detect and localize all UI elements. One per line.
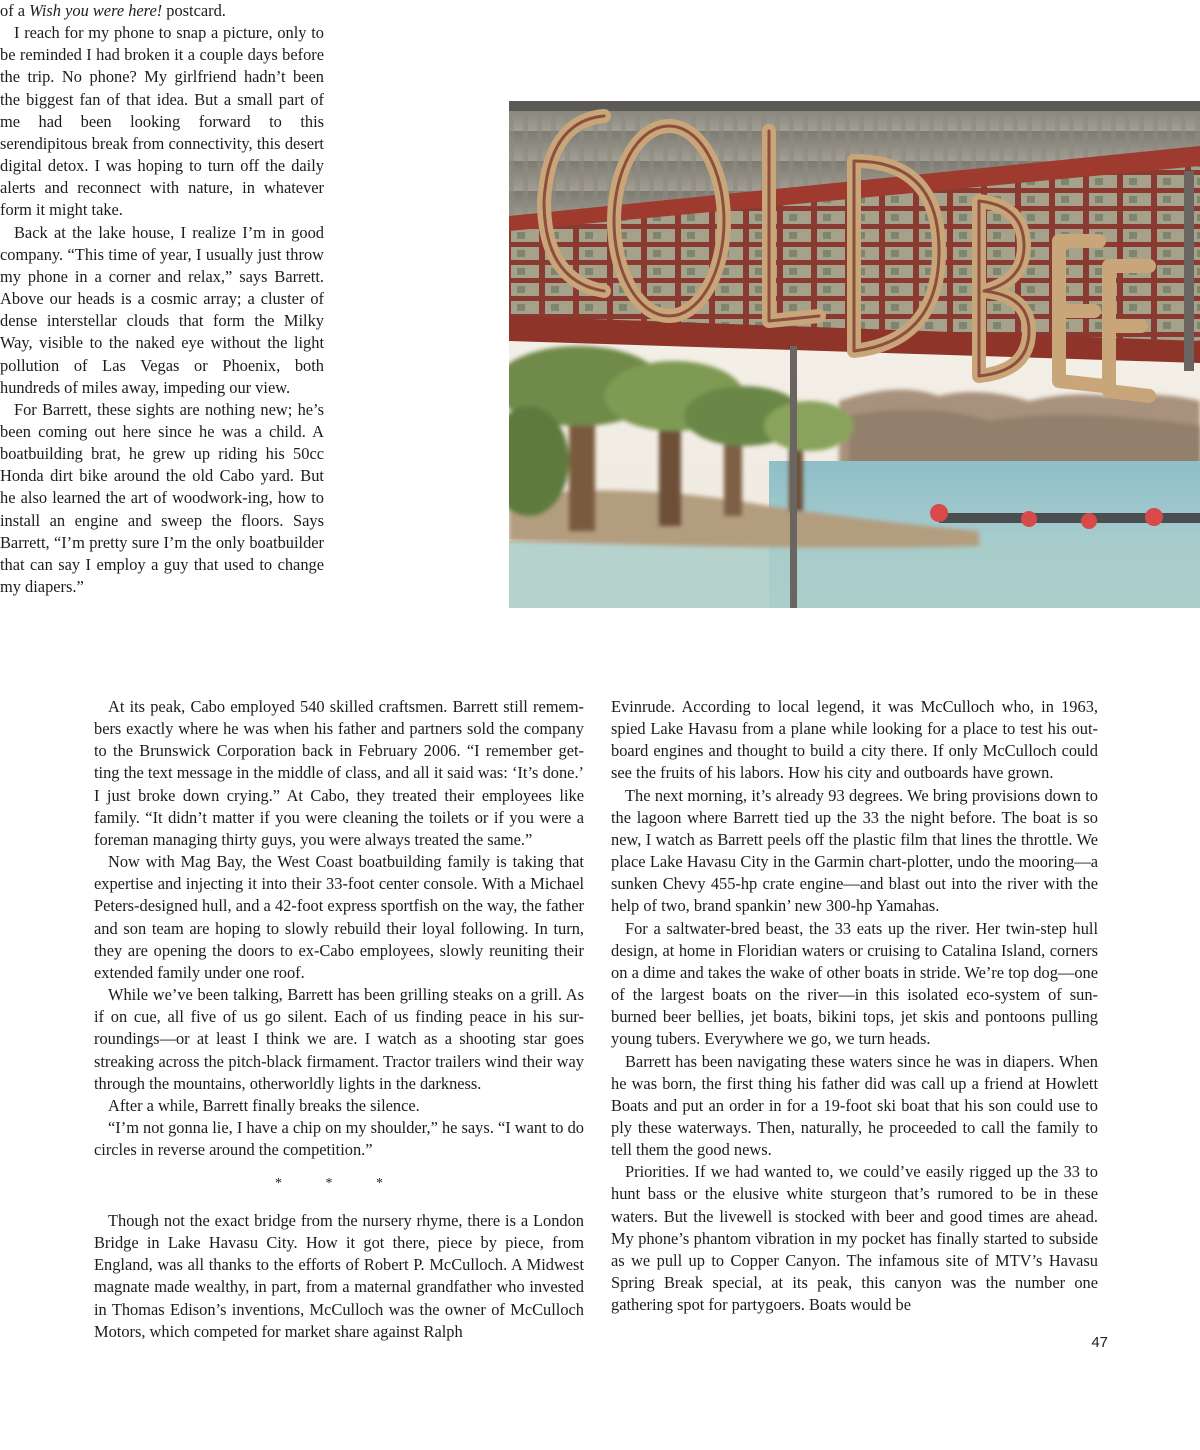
paragraph: Though not the exact bridge from the nursery rhyme, there is a London Bridge in Lake Havasu City. How it got there, piece by piece, from England, was all thanks to the efforts of Robert P. McCulloch. A Midwest magnate made wealthy, in part, from a maternal grandfather who invested in Thomas Edison’s inventions, McCulloch was the owner of McCulloch Motors, which competed for market share against Ralph <box>94 1211 584 1341</box>
paragraph: For Barrett, these sights are nothing new; he’s been coming out here since he was a child. A boatbuilding brat, he grew up riding his 50cc Honda dirt bike around the old Cabo yard. But he also learned the art of woodwork-ing, how to install an engine and sweep the floors. Says Barrett, “I’m pretty sure I’m the only boatbuilder that can say I employ a guy that used to change my diapers.” <box>0 399 324 597</box>
paragraph: I reach for my phone to snap a picture, only to be reminded I had broken it a couple days before the trip. No phone? My girlfriend hadn’t been the biggest fan of that idea. But a small part of me had been looking forward to this serendipitous break from connectivity, this desert digital detox. I was hoping to turn off the daily alerts and reconnect with nature, in whatever form it might take. <box>0 23 324 220</box>
paragraph: Barrett has been navigating these waters since he was in diapers. When he was born, the first thing his father did was call up a friend at Howlett Boats and put an order in for a 19-foot ski boat that his son could use to ply these waterways. Then, naturally, he proceeded to call the family to tell them the good news. <box>611 1051 1098 1160</box>
paragraph: of a Wish you were here! postcard. <box>0 1 226 20</box>
paragraph: Priorities. If we had wanted to, we could’ve easily rigged up the 33 to hunt bass or the elusive white sturgeon that’s rumored to be in these waters. But the livewell is stocked with beer and good times are ahead. My phone’s phantom vibration in my pocket has finally started to subside as we pull up to Copper Canyon. The infamous site of MTV’s Havasu Spring Break special, at its peak, this canyon was the number one gathering spot for partygoers. Boats would be <box>611 1162 1098 1315</box>
paragraph: For a saltwater-bred beast, the 33 eats up the river. Her twin-step hull design, at home in Floridian waters or cruising to Catalina Island, corners on a dime and takes the wake of other boats in stride. We’re top dog—one of the largest boats on the river—in this isolated eco-system of sun-burned beer bellies, jet boats, bikini tops, jet skis and pontoons pulling young tubers. Everywhere we go, we turn heads. <box>611 918 1098 1049</box>
column-1-bottom <box>94 696 584 1161</box>
column-1-top <box>0 0 324 598</box>
paragraph: While we’ve been talking, Barrett has been grilling steaks on a grill. As if on cue, all five of us go silent. Each of us finding peace in his sur-roundings—or at least I think we are. I watch as a shooting star goes streaking across the pitch-black firmament. Tractor trailers wind their way through the mountains, otherworldly lights in the darkness. <box>94 985 584 1093</box>
paragraph: “I’m not gonna lie, I have a chip on my shoulder,” he says. “I want to do circles in reverse around the competition.” <box>94 1117 584 1160</box>
paragraph: After a while, Barrett finally breaks the silence. <box>108 1095 420 1115</box>
paragraph: Evinrude. According to local legend, it was McCulloch who, in 1963, spied Lake Havasu from a plane while looking for a place to test his out-board engines and thought to build a city there. If only McCulloch could see the fruits of his labors. How his city and outboards have grown. <box>611 697 1098 783</box>
paragraph: At its peak, Cabo employed 540 skilled craftsmen. Barrett still remem-bers exactly where he was when his father and partners sold the company to the Brunswick Corporation back in February 2006. “I remember get-ting the text message in the middle of class, and all it said was: ‘It’s done.’ I just broke down crying.” At Cabo, they treated their employees like family. “It didn’t matter if you were cleaning the toilets or if you were a foreman managing thirty guys, you were always treated the same.” <box>94 697 584 849</box>
cold-beer-sign-photo <box>509 101 1200 608</box>
paragraph: Now with Mag Bay, the West Coast boatbuilding family is taking that expertise and injecting it into their 33-foot center console. With a Michael Peters-designed hull, and a 42-foot express sportfish on the way, the father and son team are hoping to slowly rebuild their loyal following. In turn, they are opening the doors to ex-Cabo employees, slowly reuniting their extended family under one roof. <box>94 852 584 982</box>
page-number: 47 <box>1091 1334 1108 1351</box>
column-1-after-separator <box>94 1210 584 1343</box>
column-2 <box>611 696 1098 1316</box>
paragraph: Back at the lake house, I realize I’m in good company. “This time of year, I usually just throw my phone in a corner and relax,” says Barrett. Above our heads is a cosmic array; a cluster of dense interstellar clouds that form the Milky Way, visible to the naked eye without the light pollution of Las Vegas or Phoenix, both hundreds of miles away, impeding our view. <box>0 222 324 397</box>
section-separator: * * * <box>275 1176 403 1191</box>
paragraph: The next morning, it’s already 93 degrees. We bring provisions down to the lagoon where Barrett tied up the 33 the night before. The boat is so new, I watch as Barrett peels off the plastic film that lines the throttle. We place Lake Havasu City in the Garmin chart-plotter, undo the mooring—a sunken Chevy 455-hp crate engine—and blast out into the river with the help of two, brand spankin’ new 300-hp Yamahas. <box>611 785 1098 916</box>
